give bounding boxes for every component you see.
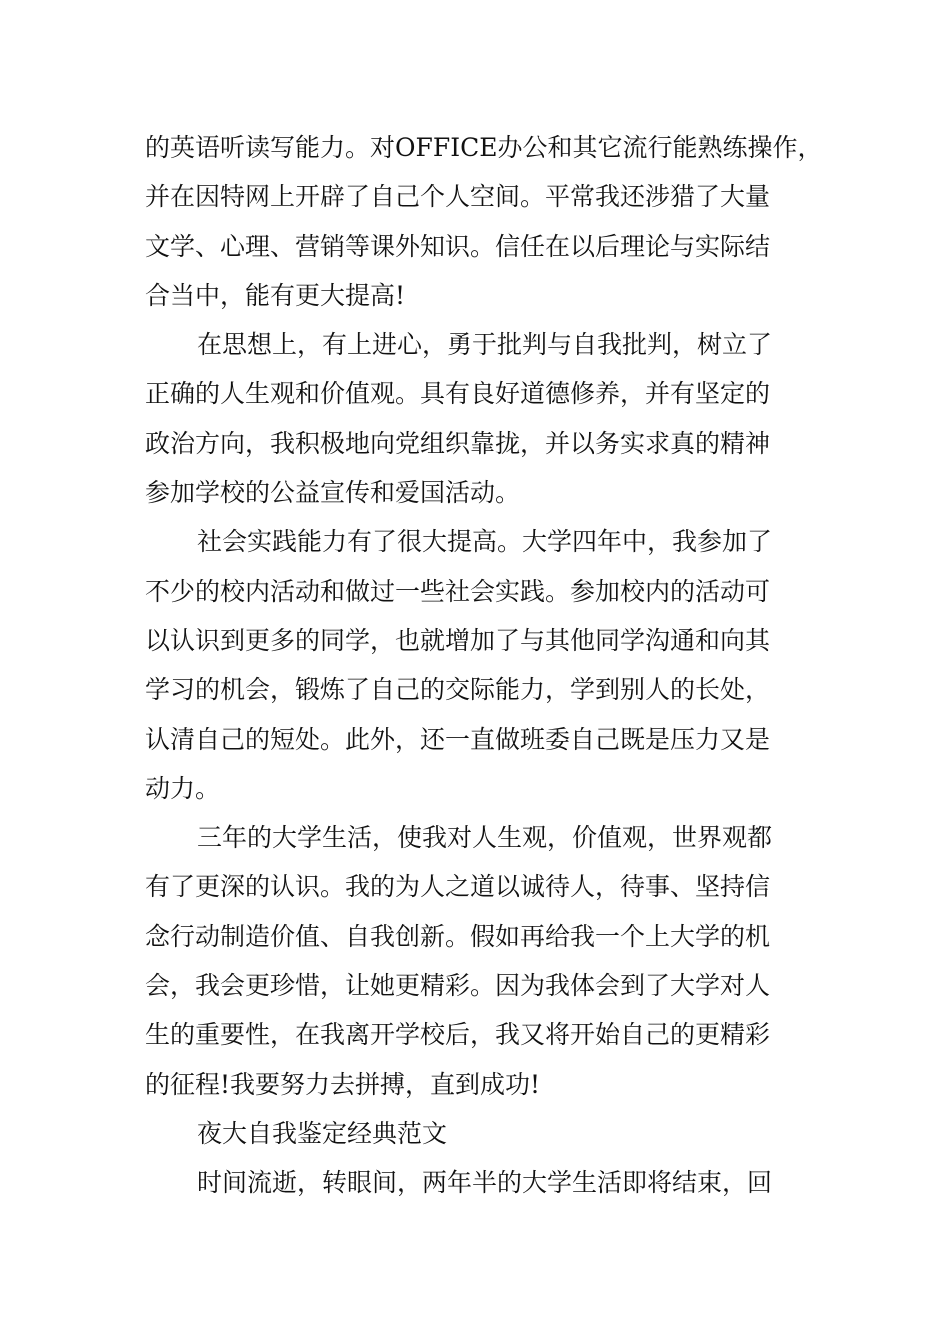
text-line: 的英语听读写能力。对OFFICE办公和其它流行能熟练操作， <box>145 133 823 162</box>
text-line: 念行动制造价值、自我创新。假如再给我一个上大学的机 <box>145 921 771 951</box>
text-line: 时间流逝，转眼间，两年半的大学生活即将结束，回 <box>197 1168 773 1198</box>
text-line: 会，我会更珍惜，让她更精彩。因为我体会到了大学对人 <box>145 971 771 1001</box>
paragraph-english-skills <box>145 123 823 320</box>
paragraph-ideology <box>145 320 810 517</box>
text-line: 有了更深的认识。我的为人之道以诚待人，待事、坚持信 <box>145 872 771 902</box>
section-heading-text: 夜大自我鉴定经典范文 <box>197 1118 448 1148</box>
text-line: 的征程!我要努力去拼搏，直到成功! <box>145 1069 541 1099</box>
text-line: 以认识到更多的同学，也就增加了与其他同学沟通和向其 <box>145 625 771 655</box>
text-line: 政治方向，我积极地向党组织靠拢，并以务实求真的精神 <box>145 428 771 458</box>
text-line: 社会实践能力有了很大提高。大学四年中，我参加了 <box>197 527 773 557</box>
document-body <box>145 123 823 1208</box>
text-line: 三年的大学生活，使我对人生观，价值观，世界观都 <box>197 823 773 853</box>
text-line: 生的重要性，在我离开学校后，我又将开始自己的更精彩 <box>145 1020 771 1050</box>
text-line: 认清自己的短处。此外，还一直做班委自己既是压力又是 <box>145 724 771 754</box>
paragraph-college-life <box>145 813 810 1109</box>
text-line: 学习的机会，锻炼了自己的交际能力，学到别人的长处， <box>145 675 771 705</box>
section-heading <box>145 1109 810 1158</box>
text-line: 参加学校的公益宣传和爱国活动。 <box>145 478 521 508</box>
text-line: 文学、心理、营销等课外知识。信任在以后理论与实际结 <box>145 231 771 261</box>
paragraph-closing <box>145 1158 810 1207</box>
paragraph-social-practice <box>145 517 810 813</box>
text-line: 合当中，能有更大提高! <box>145 280 406 310</box>
text-line: 正确的人生观和价值观。具有良好道德修养，并有坚定的 <box>145 379 771 409</box>
text-line: 动力。 <box>145 773 221 803</box>
text-line: 不少的校内活动和做过一些社会实践。参加校内的活动可 <box>145 576 771 606</box>
text-line: 并在因特网上开辟了自己个人空间。平常我还涉猎了大量 <box>145 182 771 212</box>
text-line: 在思想上，有上进心，勇于批判与自我批判，树立了 <box>197 330 773 360</box>
